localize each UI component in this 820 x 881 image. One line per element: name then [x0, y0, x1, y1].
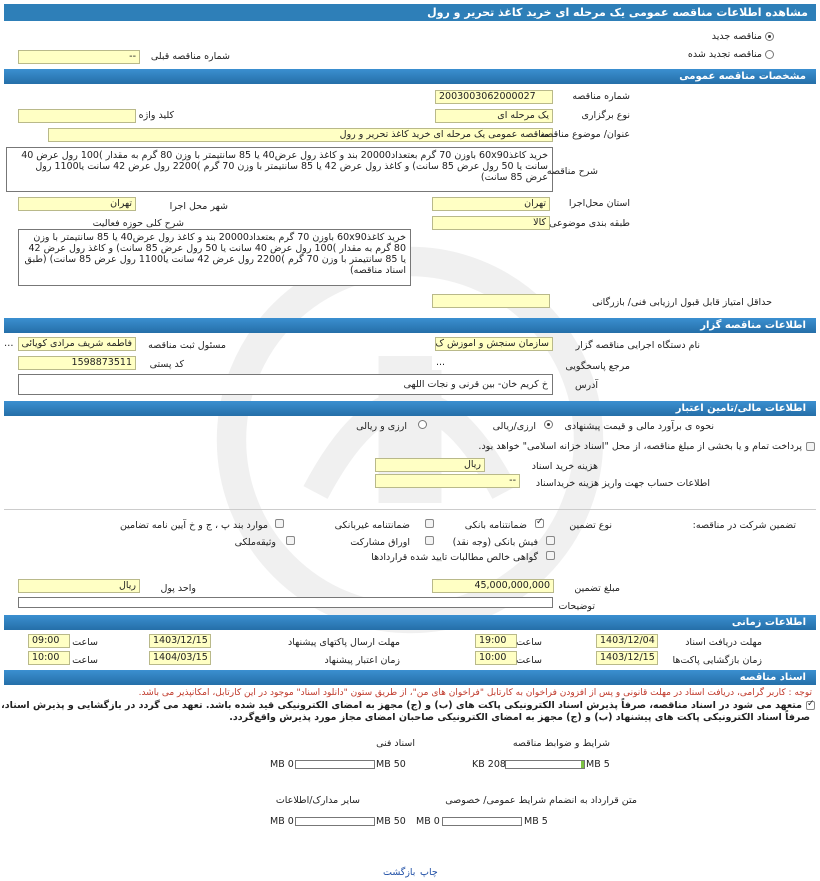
commit-checkbox[interactable]	[806, 701, 815, 710]
city-field: تهران	[18, 197, 136, 211]
send-bids-label: مهلت ارسال پاکتهای پیشنهاد	[288, 637, 400, 648]
category-field: کالا	[432, 216, 550, 230]
conditions-label: شرایط و ضوابط مناقصه	[512, 738, 610, 749]
section-timing: اطلاعات زمانی	[4, 615, 816, 630]
open-time-label: ساعت	[516, 655, 542, 666]
send-time-label: ساعت	[72, 637, 98, 648]
section-documents: اسناد مناقصه	[4, 670, 816, 685]
receive-time-label: ساعت	[516, 637, 542, 648]
section-organizer: اطلاعات مناقصه گزار	[4, 318, 816, 333]
postal-code-label: کد پستی	[149, 359, 184, 370]
doc-cost-label: هزینه خرید اسناد	[531, 461, 598, 472]
back-link[interactable]: بازگشت	[383, 867, 416, 878]
currency-label: واحد پول	[160, 583, 196, 594]
guarantee-option-3: فیش بانکی (وجه نقد)	[452, 537, 538, 548]
other-size: 0 MB	[270, 816, 294, 827]
guarantee-option-4: اوراق مشارکت	[350, 537, 410, 548]
contract-size: 0 MB	[416, 816, 440, 827]
response-ref-label: مرجع پاسخگویی	[565, 361, 630, 372]
contract-progress	[442, 817, 522, 826]
keyword-field	[18, 109, 136, 123]
open-label: زمان بازگشایی پاکت‌ها	[672, 655, 762, 666]
city-label: شهر محل اجرا	[169, 201, 228, 212]
account-label: اطلاعات حساب جهت واریز هزینه خریداسناد	[535, 478, 710, 489]
estimate-method-label: نحوه ی برآورد مالی و قیمت پیشنهادی	[564, 421, 714, 432]
validity-label: زمان اعتبار پیشنهاد	[324, 655, 400, 666]
section-general: مشخصات مناقصه عمومی	[4, 69, 816, 84]
conditions-size: 208 KB	[472, 759, 506, 770]
estimate-foreign-radio[interactable]	[418, 420, 427, 429]
currency-field: ریال	[18, 579, 140, 593]
province-label: استان محل‌اجرا	[568, 198, 630, 209]
doc-cost-field	[375, 458, 485, 472]
tender-type-field: یک مرحله ای	[435, 109, 553, 123]
validity-date: 1404/03/15	[149, 651, 211, 665]
contract-label: متن قرارداد به انضمام شرایط عمومی/ خصوصی	[445, 795, 637, 806]
scope-box: خرید کاغذ60x90 باوزن 70 گرم بعتعداد20000 بند و کاغذ رول عرض40 یا 85 سانتیمتر با وزن 80 گرم به مقدار )100 رول عرض 40 سانت یا 50 رول عرض 85 سانت) و کاغذ رول عرض 42 یا 85 سانتیمتر با وزن 70 گرم )2200 رول عرض 42 سانت یا1100 رول عرض 85 سانت) (طبق اسناد مناقصه)	[18, 229, 411, 286]
guarantee-option-0: ضمانتنامه بانکی	[464, 520, 527, 531]
receive-docs-date: 1403/12/04	[596, 634, 658, 648]
open-date: 1403/12/15	[596, 651, 658, 665]
description-box: خرید کاغذ60x90 باوزن 70 گرم بعتعداد20000 بند و کاغذ رول عرض40 یا 85 سانتیمتر با وزن 80 گرم به مقدار )100 رول عرض 40 سانت یا 50 رول عرض 85 سانت) و کاغذ رول عرض 42 یا 85 سانتیمتر با وزن 70 گرم )2200 رول عرض 42 سانت یا1100 رول عرض 85 سانت)	[6, 147, 553, 192]
address-label: آدرس	[574, 380, 598, 391]
commit-line-2: صرفاً اسناد الکترونیکی پاکت های پیشنهاد (ب) و (ج) مجهز به امضای الکترونیکی صاحبان امضای مجاز مورد پذیرش واقع‌گردد.	[229, 712, 810, 723]
page-title: مشاهده اطلاعات مناقصه عمومی یک مرحله ای خرید کاغذ تحریر و رول	[4, 4, 816, 21]
section-finance: اطلاعات مالی/تامین اعتبار	[4, 401, 816, 416]
account-field: --	[375, 474, 520, 488]
guarantee-label: تضمین شرکت در مناقصه:	[692, 520, 796, 531]
guarantee-amount-label: مبلغ تضمین	[574, 583, 620, 594]
receive-docs-label: مهلت دریافت اسناد	[685, 637, 762, 648]
response-ref-field[interactable]: ...	[432, 356, 550, 370]
validity-time: 10:00	[28, 651, 70, 665]
organization-field: سازمان سنجش و اموزش ک	[435, 337, 553, 351]
watermark-logo	[200, 230, 620, 650]
min-score-field	[432, 294, 550, 308]
tender-type-label: نوع برگزاری	[581, 110, 630, 121]
renewed-tender-label: مناقصه تجدید شده	[687, 49, 762, 60]
send-time: 09:00	[28, 634, 70, 648]
treasury-checkbox[interactable]	[806, 442, 815, 451]
validity-time-label: ساعت	[72, 655, 98, 666]
guarantee-option-2: موارد بند پ ، ج و خ آیین نامه تضامین	[119, 520, 268, 531]
guarantee-option-5: وثیقه‌ملکی	[234, 537, 276, 548]
divider	[4, 509, 816, 510]
subject-field: مناقصه عمومی یک مرحله ای خرید کاغذ تحریر و رول	[48, 128, 553, 142]
tech-max: 50 MB	[376, 759, 406, 770]
tender-number-label: شماره مناقصه	[572, 91, 630, 102]
guarantee-option-6: گواهی خالص مطالبات تایید شده قراردادها	[371, 552, 538, 563]
print-link[interactable]: چاپ	[420, 867, 438, 878]
min-score-label: حداقل امتیاز قابل قبول ارزیابی فنی/ بازرگانی	[592, 297, 772, 308]
tech-docs-label: اسناد فنی	[376, 738, 415, 749]
other-progress	[295, 817, 375, 826]
commit-line-1: متعهد می شود در اسناد مناقصه، صرفاً پذیرش اسناد الکترونیکی پاکت های (ب) و (ج) مجهز به امضای الکترونیکی قید شده باشد. تعهد می گردد در بازگشایی و پذیرش اسناد،	[1, 700, 802, 711]
notes-box	[18, 597, 553, 608]
scope-label: شرح کلی حوزه فعالیت	[92, 218, 184, 229]
prev-tender-number-label: شماره مناقصه قبلی	[150, 51, 230, 62]
conditions-max: 5 MB	[586, 759, 610, 770]
guarantee-nonbank-checkbox[interactable]	[425, 519, 434, 528]
postal-code-field: 1598873511	[18, 356, 136, 370]
guarantee-bank-checkbox[interactable]	[535, 519, 544, 528]
guarantee-bonds-checkbox[interactable]	[425, 536, 434, 545]
conditions-progress	[505, 760, 585, 769]
guarantee-amount-field: 45,000,000,000	[432, 579, 554, 593]
notes-label: توضیحات	[558, 601, 595, 612]
other-docs-label: سایر مدارک/اطلاعات	[275, 795, 360, 806]
guarantee-claims-checkbox[interactable]	[546, 551, 555, 560]
guarantee-property-checkbox[interactable]	[286, 536, 295, 545]
doc-cost-unit: ریال	[463, 459, 481, 470]
tender-number-field: 2003003062000027	[435, 90, 553, 104]
registrar-more-icon: …	[4, 338, 14, 349]
guarantee-type-label: نوع تضمین	[569, 520, 612, 531]
estimate-foreign-label: ارزی و ریالی	[356, 421, 407, 432]
prev-tender-number-field: --	[18, 50, 140, 64]
treasury-note: پرداخت تمام و یا بخشی از مبلغ مناقصه، از محل "اسناد خزانه اسلامی" خواهد بود.	[478, 441, 802, 452]
new-tender-radio[interactable]	[765, 32, 774, 41]
receive-time: 19:00	[475, 634, 517, 648]
documents-warning: توجه : کاربر گرامی، دریافت اسناد در مهلت قانونی و پس از افزودن فراخوان به کارتابل "فراخوان های من"، از طریق ستون "دانلود اسناد" موجود در این کارتابل، امکانپذیر می باشد.	[138, 688, 812, 698]
contract-max: 5 MB	[524, 816, 548, 827]
guarantee-cash-checkbox[interactable]	[546, 536, 555, 545]
subject-label: عنوان/ موضوع مناقصه	[540, 129, 630, 140]
keyword-label: کلید واژه	[138, 110, 174, 121]
estimate-valued-label: ارزی/ریالی	[492, 421, 536, 432]
renewed-tender-radio[interactable]	[765, 50, 774, 59]
guarantee-regulation-checkbox[interactable]	[275, 519, 284, 528]
tech-size: 0 MB	[270, 759, 294, 770]
guarantee-option-1: ضمانتنامه غیربانکی	[334, 520, 410, 531]
new-tender-label: مناقصه جدید	[711, 31, 762, 42]
open-time: 10:00	[475, 651, 517, 665]
description-label: شرح مناقصه	[546, 166, 598, 177]
estimate-valued-radio[interactable]	[544, 420, 553, 429]
organization-label: نام دستگاه اجرایی مناقصه گزار	[575, 340, 700, 351]
other-max: 50 MB	[376, 816, 406, 827]
tech-progress	[295, 760, 375, 769]
address-box: خ کریم خان- بین قرنی و نجات اللهی	[18, 374, 553, 395]
province-field: تهران	[432, 197, 550, 211]
conditions-progress-fill	[581, 761, 584, 768]
registrar-field: فاطمه شریف مرادی کویائی	[18, 337, 136, 351]
category-label: طبقه بندی موضوعی	[549, 218, 630, 229]
registrar-label: مسئول ثبت مناقصه	[148, 340, 226, 351]
send-bids-date: 1403/12/15	[149, 634, 211, 648]
